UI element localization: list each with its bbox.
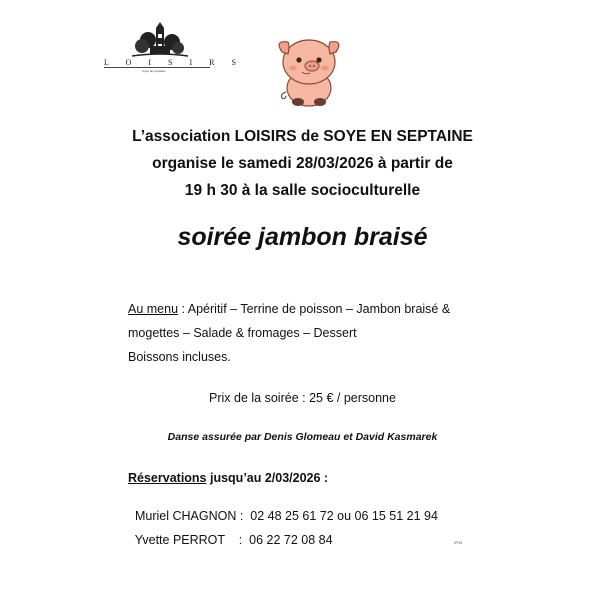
event-title: soirée jambon braisé: [177, 223, 428, 251]
contact-sep: :: [236, 509, 251, 523]
contact-phones: 02 48 25 61 72 ou 06 15 51 21 94: [250, 509, 438, 523]
reservations-deadline: jusqu’au 2/03/2026 :: [206, 471, 329, 485]
header-line-2: organise le samedi 28/03/2026 à partir de: [152, 155, 453, 172]
menu-line-2: mogettes – Salade & fromages – Dessert: [128, 326, 357, 340]
footer-mark: IPNS: [454, 541, 463, 545]
castle-trees-icon: [130, 22, 190, 58]
header-line-3: 19 h 30 à la salle socioculturelle: [184, 182, 421, 199]
price: Prix de la soirée : 25 € / personne: [209, 391, 396, 405]
drinks-note: Boissons incluses.: [128, 350, 231, 364]
logo-text: L O I S I R S: [104, 58, 244, 67]
menu-line-1: [128, 302, 450, 316]
reservations-heading: [128, 471, 328, 485]
contact-name: Yvette PERROT: [134, 533, 225, 547]
contact-phones: 06 22 72 08 84: [249, 533, 333, 547]
menu-label: Au menu: [128, 302, 179, 316]
contact-row: [128, 519, 333, 547]
contact-name: Muriel CHAGNON: [134, 509, 237, 523]
menu-items-1: Apéritif – Terrine de poisson – Jambon braisé &: [187, 302, 451, 316]
contact-sep: :: [224, 533, 250, 547]
dance-note: Danse assurée par Denis Glomeau et David Kasmarek: [167, 431, 438, 443]
pig-icon: [268, 22, 350, 108]
loisirs-logo: [104, 22, 244, 77]
menu-separator: :: [178, 302, 188, 316]
reservations-label: Réservations: [128, 471, 207, 485]
logo-subtitle: Soye en septaine: [142, 69, 166, 73]
header-line-1: L’association LOISIRS de SOYE EN SEPTAINE: [132, 128, 473, 145]
